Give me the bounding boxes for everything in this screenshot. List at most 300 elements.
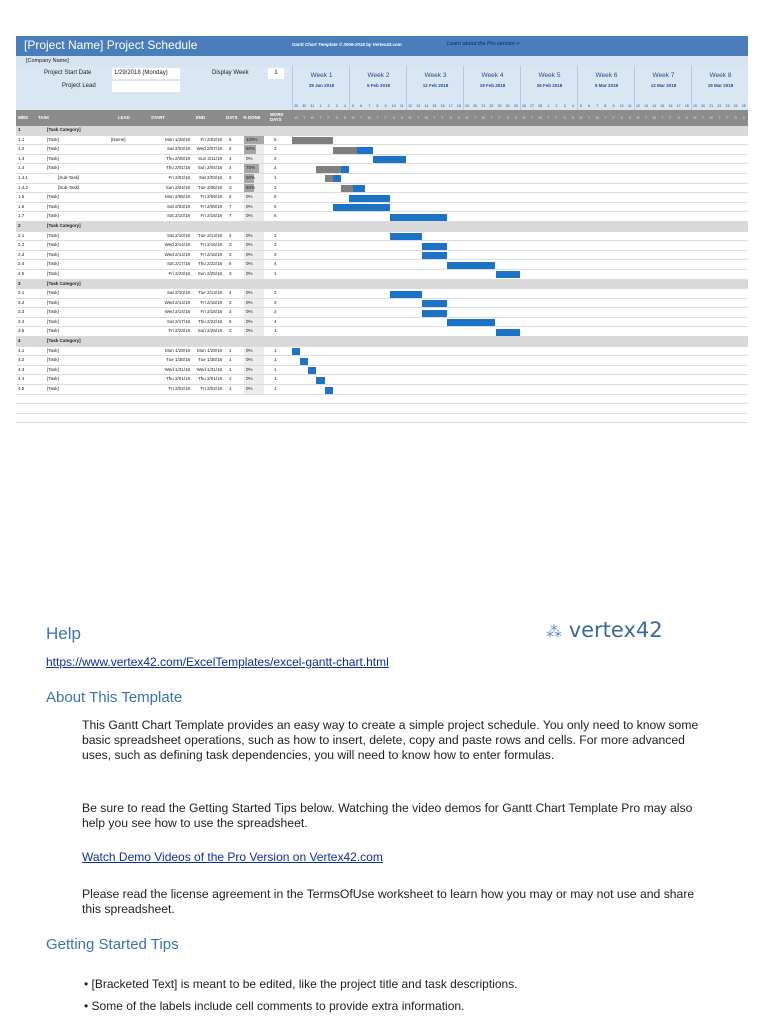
task-header: TASK [38, 115, 50, 120]
wbs-cell[interactable]: 3.3 [18, 309, 25, 315]
wbs-cell[interactable]: 3.4 [18, 318, 25, 324]
day-number: 9 [384, 104, 387, 108]
gantt-bar[interactable] [308, 367, 316, 374]
gantt-bar[interactable] [496, 329, 520, 336]
percent-done-cell[interactable] [244, 251, 264, 260]
task-row[interactable] [16, 347, 748, 357]
days-cell[interactable]: 6 [229, 261, 232, 267]
help-url-link[interactable]: https://www.vertex42.com/ExcelTemplates/excel-gantt-chart.html [46, 655, 389, 669]
wbs-cell[interactable]: 4.1 [18, 347, 25, 353]
work-days-cell[interactable]: 3 [274, 146, 277, 152]
percent-done-cell[interactable] [244, 193, 264, 202]
percent-done-cell[interactable] [244, 366, 264, 375]
about-paragraph-3: Please read the license agreement in the TermsOfUse worksheet to learn how you may or may not use and share this spreadsheet. [82, 887, 695, 916]
wbs-cell[interactable]: 1 [18, 127, 21, 132]
percent-text: 0% [246, 270, 253, 276]
wbs-cell[interactable]: 4.5 [18, 386, 25, 392]
day-number: 26 [522, 104, 526, 108]
task-name[interactable]: [Task] [47, 299, 59, 305]
task-row[interactable] [16, 327, 748, 337]
percent-done-cell[interactable] [244, 318, 264, 327]
task-name[interactable]: [Sub-Task] [58, 184, 80, 190]
wbs-cell[interactable]: 2.4 [18, 261, 25, 267]
lead-cell[interactable]: [Name] [111, 136, 126, 142]
end-cell[interactable]: Thu 2/01/18 [197, 376, 222, 382]
gantt-bar[interactable] [422, 243, 446, 250]
wbs-cell[interactable]: 3 [18, 280, 21, 286]
category-row[interactable] [16, 337, 748, 347]
day-letter: M [351, 116, 355, 120]
percent-done-cell[interactable] [244, 289, 264, 298]
wbs-cell[interactable]: 1.2 [18, 146, 25, 152]
task-row[interactable] [16, 136, 748, 146]
work-days-cell[interactable]: 5 [274, 136, 277, 142]
day-letter: T [645, 116, 648, 120]
day-letter: S [449, 116, 452, 120]
start-cell[interactable]: Sat 2/10/18 [166, 290, 190, 296]
end-cell[interactable]: Sat 2/03/18 [198, 174, 222, 180]
days-cell[interactable]: 4 [229, 155, 232, 161]
task-row[interactable] [16, 174, 748, 184]
task-name[interactable]: [Task] [47, 309, 59, 315]
days-cell[interactable]: 1 [229, 386, 232, 392]
day-number: 24 [505, 104, 510, 108]
task-name[interactable]: [Task] [47, 251, 59, 257]
work-days-cell[interactable]: 3 [274, 309, 277, 315]
day-letter: T [604, 116, 607, 120]
task-name[interactable]: [Task] [47, 261, 59, 267]
day-letter: F [327, 116, 330, 120]
days-cell[interactable]: 3 [229, 242, 232, 248]
days-cell[interactable]: 3 [229, 309, 232, 315]
day-number: 13 [644, 104, 649, 108]
day-number: 22 [717, 104, 722, 108]
work-days-cell[interactable]: 2 [274, 232, 277, 238]
days-header: DAYS [226, 115, 238, 120]
work-days-cell[interactable]: 3 [274, 299, 277, 305]
start-cell[interactable]: Sat 2/17/18 [166, 261, 190, 267]
gantt-bar[interactable] [349, 195, 390, 202]
percent-done-cell[interactable] [244, 136, 264, 145]
work-days-cell[interactable]: 1 [274, 357, 277, 363]
task-row[interactable] [16, 356, 748, 366]
percent-text: 0% [246, 155, 253, 161]
days-cell[interactable]: 2 [229, 174, 232, 180]
end-cell[interactable]: Sun 2/04/18 [197, 165, 222, 171]
percent-text: 0% [246, 366, 253, 372]
task-row[interactable] [16, 270, 748, 280]
help-heading: Help [46, 624, 81, 643]
task-name[interactable]: [Sub-Task] [58, 174, 80, 180]
percent-text: 0% [246, 242, 253, 248]
task-row[interactable] [16, 375, 748, 385]
task-name[interactable]: [Task] [47, 386, 59, 392]
gantt-bar[interactable] [373, 156, 406, 163]
start-cell[interactable]: Sat 2/03/18 [166, 203, 190, 209]
percent-done-cell[interactable] [244, 260, 264, 269]
wbs-cell[interactable]: 1.6 [18, 203, 25, 209]
empty-row[interactable] [16, 414, 748, 424]
day-number: 17 [448, 104, 453, 108]
gantt-bar[interactable] [422, 252, 446, 259]
day-number: 15 [660, 104, 665, 108]
wbs-cell[interactable]: 2.2 [18, 242, 25, 248]
tip-item: • Some of the labels include cell comments to provide extra information. [84, 999, 465, 1013]
start-cell[interactable]: Wed 1/31/18 [164, 366, 190, 372]
end-cell[interactable]: Fri 2/02/18 [200, 136, 222, 142]
days-cell[interactable]: 3 [229, 251, 232, 257]
wbs-cell[interactable]: 1.5 [18, 194, 25, 200]
days-cell[interactable]: 4 [229, 232, 232, 238]
task-name[interactable]: [Task] [47, 213, 59, 219]
end-cell[interactable]: Thu 2/22/18 [197, 261, 222, 267]
gantt-bar[interactable] [447, 319, 496, 326]
days-cell[interactable]: 5 [229, 136, 232, 142]
start-cell[interactable]: Thu 2/01/18 [165, 165, 190, 171]
days-cell[interactable]: 7 [229, 203, 232, 209]
end-cell[interactable]: Mon 1/29/18 [196, 347, 222, 353]
gantt-progress-bar [316, 166, 340, 173]
wbs-cell[interactable]: 4.4 [18, 376, 25, 382]
end-cell[interactable]: Fri 2/16/18 [200, 299, 222, 305]
end-cell[interactable]: Fri 2/09/18 [200, 203, 222, 209]
wbs-cell[interactable]: 1.7 [18, 213, 25, 219]
day-letter: W [595, 116, 599, 120]
start-cell[interactable]: Sat 2/10/18 [166, 213, 190, 219]
work-days-cell[interactable]: 3 [274, 251, 277, 257]
start-cell[interactable]: Tue 1/30/18 [166, 357, 190, 363]
gantt-bar[interactable] [316, 377, 324, 384]
days-cell[interactable]: 3 [229, 184, 232, 190]
task-name[interactable]: [Task] [47, 165, 59, 171]
end-cell[interactable]: Tue 2/13/18 [198, 232, 222, 238]
gantt-bar[interactable] [300, 358, 308, 365]
wbs-cell[interactable]: 3.2 [18, 299, 25, 305]
end-cell[interactable]: Sun 2/11/18 [198, 155, 222, 161]
wbs-cell[interactable]: 4.2 [18, 357, 25, 363]
day-number: 18 [684, 104, 689, 108]
work-days-cell[interactable]: 1 [274, 270, 277, 276]
percent-text: 0% [246, 318, 253, 324]
task-row[interactable] [16, 289, 748, 299]
day-letter: S [514, 116, 517, 120]
percent-text: 0% [246, 299, 253, 305]
start-cell[interactable]: Sat 2/17/18 [166, 318, 190, 324]
work-days-cell[interactable]: 2 [274, 290, 277, 296]
end-cell[interactable]: Tue 2/06/18 [198, 184, 222, 190]
start-cell[interactable]: Sat 2/03/18 [166, 146, 190, 152]
category-name[interactable]: [Task Category] [47, 280, 81, 286]
task-row[interactable] [16, 164, 748, 174]
day-number: 6 [360, 104, 363, 108]
wbs-cell[interactable]: 1.3 [18, 155, 25, 161]
lead-header: LEAD [118, 115, 130, 120]
percent-done-cell[interactable] [244, 174, 264, 183]
percent-text: 0% [246, 386, 253, 392]
end-cell[interactable]: Fri 2/02/18 [200, 386, 222, 392]
day-number: 1 [547, 104, 550, 108]
empty-row[interactable] [16, 395, 748, 405]
end-cell[interactable]: Fri 2/09/18 [200, 194, 222, 200]
day-letter: S [677, 116, 680, 120]
start-header: START [151, 115, 166, 120]
gantt-bar[interactable] [447, 262, 496, 269]
task-row[interactable] [16, 260, 748, 270]
day-letter: M [294, 116, 298, 120]
copyright-text: Gantt Chart Template © 2006-2018 by Vertex42.com [292, 42, 402, 47]
percent-done-cell[interactable] [244, 299, 264, 308]
start-cell[interactable]: Fri 2/23/18 [168, 328, 190, 334]
task-row[interactable] [16, 184, 748, 194]
start-cell[interactable]: Mon 1/29/18 [164, 347, 190, 353]
work-days-cell[interactable]: 5 [274, 194, 277, 200]
wbs-cell[interactable]: 1.4 [18, 165, 25, 171]
vertex42-logo [546, 618, 663, 642]
category-name[interactable]: [Task Category] [47, 222, 81, 228]
task-name[interactable]: [Task] [47, 155, 59, 161]
task-row[interactable] [16, 385, 748, 395]
day-number: 16 [440, 104, 445, 108]
task-row[interactable] [16, 232, 748, 242]
about-paragraph-2: Be sure to read the Getting Started Tips below. Watching the video demos for Gantt Chart Template Pro may also help you see how to use the spreadsheet. [82, 801, 693, 830]
percent-done-cell[interactable] [244, 212, 264, 221]
task-name[interactable]: [Task] [47, 270, 59, 276]
gantt-bar[interactable] [390, 291, 423, 298]
wbs-cell[interactable]: 1.4.1 [18, 174, 29, 180]
percent-done-cell[interactable] [244, 241, 264, 250]
gantt-bar[interactable] [496, 271, 520, 278]
start-cell[interactable]: Mon 2/05/18 [164, 194, 190, 200]
end-cell[interactable]: Fri 2/16/18 [200, 309, 222, 315]
wbs-cell[interactable]: 2.1 [18, 232, 25, 238]
work-days-cell[interactable]: 4 [274, 261, 277, 267]
day-letter: M [693, 116, 697, 120]
project-lead-field[interactable] [112, 81, 180, 92]
task-name[interactable]: [Task] [47, 376, 59, 382]
work-days-cell[interactable]: 2 [274, 155, 277, 161]
days-cell[interactable]: 5 [229, 146, 232, 152]
about-heading: About This Template [46, 689, 183, 706]
days-cell[interactable]: 1 [229, 357, 232, 363]
days-cell[interactable]: 4 [229, 290, 232, 296]
day-number: 8 [604, 104, 607, 108]
task-name[interactable]: [Task] [47, 203, 59, 209]
day-number: 28 [538, 104, 543, 108]
end-cell[interactable]: Fri 2/16/18 [200, 251, 222, 257]
project-info [16, 66, 748, 110]
start-cell[interactable]: Wed 2/14/18 [164, 309, 190, 315]
day-number: 10 [391, 104, 396, 108]
work-days-cell[interactable]: 2 [274, 165, 277, 171]
demo-videos-link[interactable]: Watch Demo Videos of the Pro Version on Vertex42.com [82, 850, 383, 864]
start-cell[interactable]: Thu 2/08/18 [165, 155, 190, 161]
work-days-cell[interactable]: 5 [274, 203, 277, 209]
task-name[interactable]: [Task] [47, 136, 59, 142]
end-cell[interactable]: Sun 2/25/18 [197, 328, 222, 334]
week-label: Week 3 [424, 72, 447, 79]
gantt-bar[interactable] [292, 348, 300, 355]
day-number: 18 [456, 104, 461, 108]
work-days-cell[interactable]: 1 [274, 386, 277, 392]
category-row[interactable] [16, 126, 748, 136]
task-name[interactable]: [Task] [47, 347, 59, 353]
category-name[interactable]: [Task Category] [47, 127, 81, 132]
task-row[interactable] [16, 193, 748, 203]
wbs-cell[interactable]: 2 [18, 222, 21, 228]
category-row[interactable] [16, 280, 748, 290]
start-cell[interactable]: Wed 2/14/18 [164, 251, 190, 257]
start-cell[interactable]: Fri 2/02/18 [168, 386, 190, 392]
start-cell[interactable]: Thu 2/01/18 [165, 376, 190, 382]
task-row[interactable] [16, 145, 748, 155]
wbs-cell[interactable]: 3.1 [18, 290, 25, 296]
task-name[interactable]: [Task] [47, 357, 59, 363]
wbs-cell[interactable]: 1.1 [18, 136, 25, 142]
category-name[interactable]: [Task Category] [47, 338, 81, 344]
task-name[interactable]: [Task] [47, 242, 59, 248]
task-name[interactable]: [Task] [47, 194, 59, 200]
start-cell[interactable]: Fri 2/02/18 [168, 174, 190, 180]
days-cell[interactable]: 6 [229, 318, 232, 324]
company-name[interactable]: [Company Name] [16, 56, 748, 66]
start-cell[interactable]: Sat 2/10/18 [166, 232, 190, 238]
work-days-cell[interactable]: 1 [274, 328, 277, 334]
start-cell[interactable]: Wed 2/14/18 [164, 242, 190, 248]
days-cell[interactable]: 1 [229, 376, 232, 382]
pro-version-link[interactable]: Learn about the Pro version » [447, 41, 520, 47]
start-cell[interactable]: Wed 2/14/18 [164, 299, 190, 305]
task-name[interactable]: [Task] [47, 146, 59, 152]
wbs-cell[interactable]: 1.4.2 [18, 184, 29, 190]
wbs-cell[interactable]: 2.3 [18, 251, 25, 257]
week-date: 19 Feb 2018 [479, 83, 506, 88]
work-days-cell[interactable]: 1 [274, 366, 277, 372]
end-cell[interactable]: Tue 1/30/18 [198, 357, 222, 363]
day-number: 14 [652, 104, 657, 108]
percent-text: 0% [246, 251, 253, 257]
gantt-bar[interactable] [390, 214, 447, 221]
start-cell[interactable]: Sun 2/04/18 [165, 184, 190, 190]
days-cell[interactable]: 1 [229, 347, 232, 353]
end-cell[interactable]: Wed 1/31/18 [196, 366, 222, 372]
percent-done-cell[interactable] [244, 308, 264, 317]
end-cell[interactable]: Wed 2/07/18 [196, 146, 222, 152]
week-date: 26 Feb 2018 [536, 83, 563, 88]
start-date-label: Project Start Date [44, 70, 92, 76]
start-date-field[interactable]: 1/29/2018 (Monday) [112, 68, 180, 79]
start-cell[interactable]: Fri 2/23/18 [168, 270, 190, 276]
gantt-bar[interactable] [390, 233, 423, 240]
empty-row[interactable] [16, 404, 748, 414]
percent-done-cell[interactable] [244, 270, 264, 279]
end-cell[interactable]: Fri 2/16/18 [200, 213, 222, 219]
day-letter: W [709, 116, 713, 120]
work-days-cell[interactable]: 2 [274, 184, 277, 190]
day-letter: T [661, 116, 664, 120]
days-cell[interactable]: 3 [229, 270, 232, 276]
task-row[interactable] [16, 155, 748, 165]
percent-done-cell[interactable] [244, 375, 264, 384]
task-row[interactable] [16, 241, 748, 251]
day-number: 19 [692, 104, 697, 108]
task-row[interactable] [16, 318, 748, 328]
display-week-field[interactable]: 1 [268, 68, 284, 79]
day-number: 8 [376, 104, 379, 108]
work-days-cell[interactable]: 1 [274, 174, 277, 180]
work-days-cell[interactable]: 3 [274, 242, 277, 248]
gantt-bar[interactable] [422, 300, 446, 307]
wbs-cell[interactable]: 4 [18, 338, 21, 344]
wbs-cell[interactable]: 2.5 [18, 270, 25, 276]
days-cell[interactable]: 1 [229, 366, 232, 372]
end-cell[interactable]: Fri 2/16/18 [200, 242, 222, 248]
percent-done-cell[interactable] [244, 164, 264, 173]
wbs-cell[interactable]: 4.3 [18, 366, 25, 372]
work-days-cell[interactable]: 1 [274, 376, 277, 382]
percent-text: 0% [246, 347, 253, 353]
percent-done-cell[interactable] [244, 347, 264, 356]
percent-done-cell[interactable] [244, 155, 264, 164]
day-letter: T [303, 116, 306, 120]
task-row[interactable] [16, 308, 748, 318]
percent-done-cell[interactable] [244, 145, 264, 154]
task-row[interactable] [16, 299, 748, 309]
percent-done-cell[interactable] [244, 232, 264, 241]
project-lead-label: Project Lead [62, 83, 96, 89]
day-letter: W [652, 116, 656, 120]
task-row[interactable] [16, 212, 748, 222]
days-cell[interactable]: 3 [229, 328, 232, 334]
gantt-progress-bar [333, 147, 357, 154]
percent-done-cell[interactable] [244, 327, 264, 336]
end-cell[interactable]: Thu 2/22/18 [197, 318, 222, 324]
days-cell[interactable]: 4 [229, 165, 232, 171]
wbs-cell[interactable]: 3.5 [18, 328, 25, 334]
gantt-bar[interactable] [333, 204, 390, 211]
days-cell[interactable]: 7 [229, 213, 232, 219]
percent-done-cell[interactable] [244, 203, 264, 212]
end-header: END [196, 115, 206, 120]
days-cell[interactable]: 5 [229, 194, 232, 200]
task-row[interactable] [16, 366, 748, 376]
days-cell[interactable]: 3 [229, 299, 232, 305]
percent-text: 100% [246, 136, 258, 142]
percent-done-cell[interactable] [244, 356, 264, 365]
end-cell[interactable]: Tue 2/13/18 [198, 290, 222, 296]
task-name[interactable]: [Task] [47, 328, 59, 334]
task-name[interactable]: [Task] [47, 366, 59, 372]
task-name[interactable]: [Task] [47, 290, 59, 296]
gantt-bar[interactable] [422, 310, 446, 317]
gantt-bar[interactable] [325, 387, 333, 394]
percent-done-cell[interactable] [244, 184, 264, 193]
work-days-cell[interactable]: 5 [274, 213, 277, 219]
percent-done-cell[interactable] [244, 385, 264, 394]
start-cell[interactable]: Mon 1/29/18 [164, 136, 190, 142]
work-days-cell[interactable]: 1 [274, 347, 277, 353]
category-row[interactable] [16, 222, 748, 232]
end-cell[interactable]: Sun 2/25/18 [197, 270, 222, 276]
project-title[interactable]: [Project Name] Project Schedule [24, 38, 198, 52]
day-number: 25 [741, 104, 746, 108]
work-days-cell[interactable]: 4 [274, 318, 277, 324]
percent-text: 0% [246, 203, 253, 209]
day-number: 13 [416, 104, 421, 108]
task-row[interactable] [16, 251, 748, 261]
task-name[interactable]: [Task] [47, 318, 59, 324]
task-row[interactable] [16, 203, 748, 213]
task-name[interactable]: [Task] [47, 232, 59, 238]
